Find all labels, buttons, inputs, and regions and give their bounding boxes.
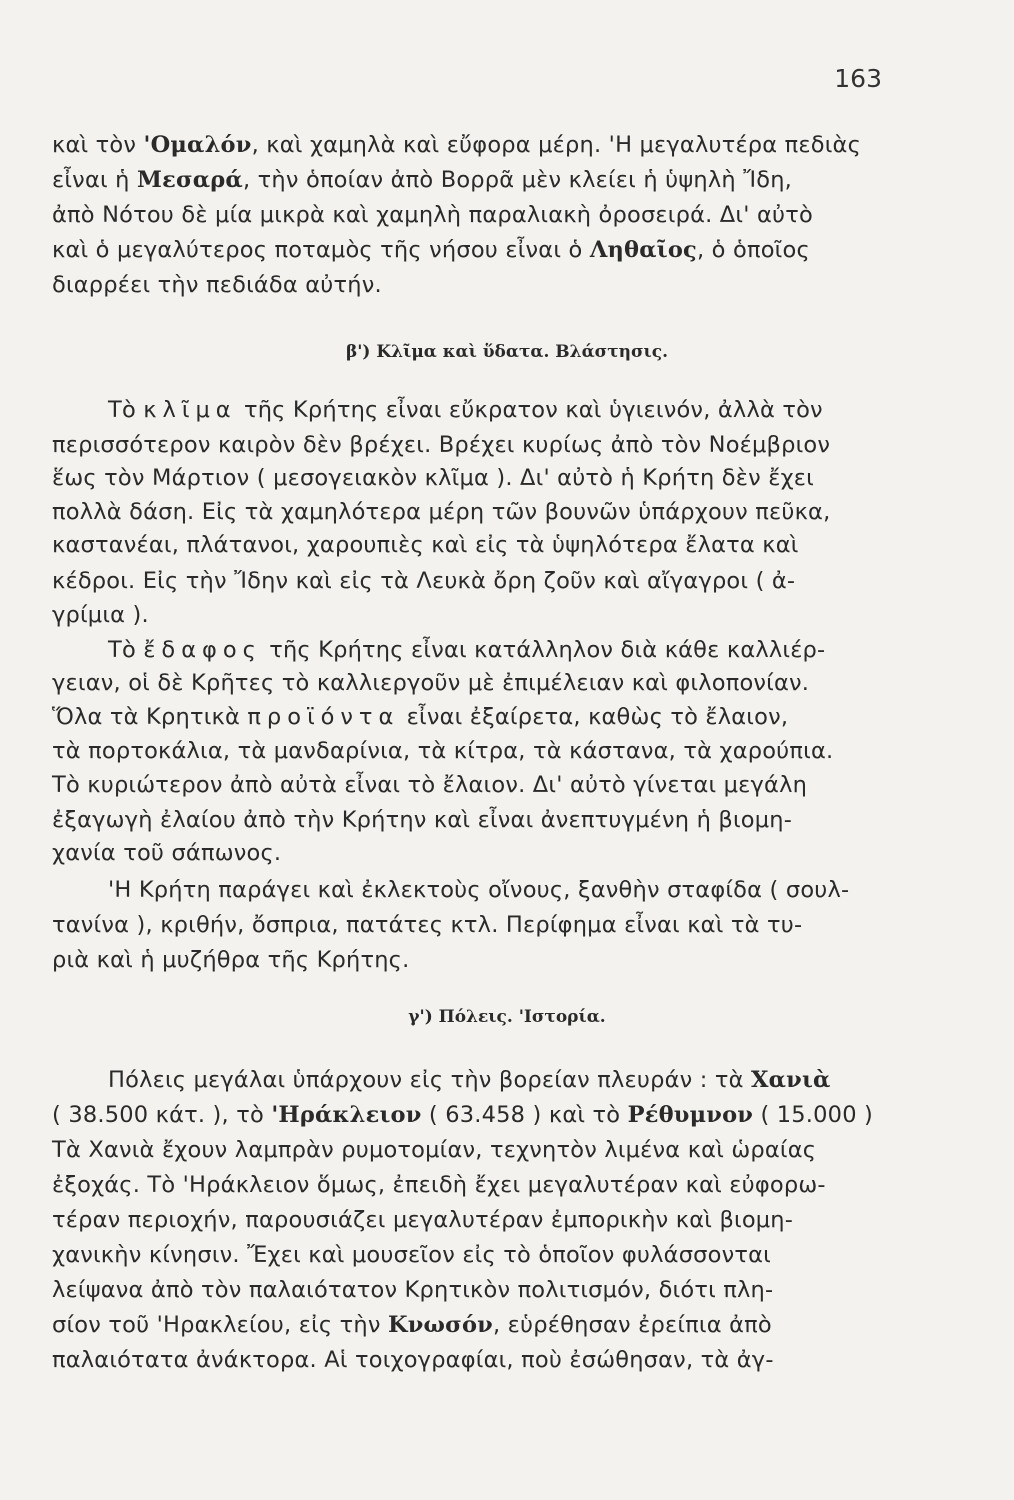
text-line xyxy=(52,702,892,732)
text-run: χανικὴν κίνησιν. Ἔχει καὶ μουσεῖον εἰς τὸ ὁποῖον φυλάσσονται xyxy=(52,1242,771,1268)
text-run: τῆς Κρήτης εἶναι κατάλληλον διὰ κάθε καλλιέρ- xyxy=(261,637,826,663)
text-run: τῆς Κρήτης εἶναι εὔκρατον καὶ ὑγιεινόν, ἀλλὰ τὸν xyxy=(236,397,823,423)
text-run: ( 63.458 ) καὶ τὸ xyxy=(421,1102,628,1128)
text-line xyxy=(52,770,892,800)
text-run: σίον τοῦ 'Ηρακλείου, εἰς τὴν xyxy=(52,1312,388,1338)
text-run: Τὸ xyxy=(108,397,144,423)
text-run: τανίνα ), κριθήν, ὄσπρια, πατάτες κτλ. Περίφημα εἶναι καὶ τὰ τυ- xyxy=(52,912,803,938)
text-line xyxy=(108,395,948,425)
text-run: , τὴν ὁποίαν ἀπὸ Βορρᾶ μὲν κλείει ἡ ὑψηλὴ Ἴδη, xyxy=(242,167,793,193)
text-line xyxy=(52,1205,892,1235)
text-run: Πόλεις μεγάλαι ὑπάρχουν εἰς τὴν βορείαν πλευράν : τὰ xyxy=(108,1067,751,1093)
text-run: παλαιότατα ἀνάκτορα. Αἱ τοιχογραφίαι, ποὺ ἐσώθησαν, τὰ ἀγ- xyxy=(52,1347,774,1373)
text-line xyxy=(52,600,892,630)
text-run: , εὑρέθησαν ἐρείπια ἀπὸ xyxy=(492,1312,772,1338)
text-run: , ὁ ὁποῖος xyxy=(696,237,810,263)
text-line xyxy=(52,1275,892,1305)
text-run: καστανέαι, πλάτανοι, χαρουπιὲς καὶ εἰς τὰ ὑψηλότερα ἔλατα καὶ xyxy=(52,532,799,558)
text-line xyxy=(52,1345,892,1375)
text-run: ( 15.000 ) xyxy=(753,1102,874,1128)
spaced-term: ἔδαφος xyxy=(143,637,262,663)
text-run: ριὰ καὶ ἡ μυζήθρα τῆς Κρήτης. xyxy=(52,947,410,973)
section-heading-cities: γ') Πόλεις. 'Ιστορία. xyxy=(408,1007,606,1027)
bold-term: 'Ηράκλειον xyxy=(271,1102,422,1128)
page-number: 163 xyxy=(834,64,882,93)
text-line xyxy=(52,1100,892,1130)
text-line xyxy=(52,235,892,265)
text-run: Τὸ xyxy=(108,637,144,663)
bold-term: 'Ομαλόν xyxy=(143,132,252,158)
bold-term: Χανιὰ xyxy=(750,1067,831,1093)
text-run: γειαν, οἱ δὲ Κρῆτες τὸ καλλιεργοῦν μὲ ἐπιμέλειαν καὶ φιλοπονίαν. xyxy=(52,670,810,696)
bold-term: Ρέθυμνον xyxy=(627,1102,754,1128)
text-run: καὶ ὁ μεγαλύτερος ποταμὸς τῆς νήσου εἶναι ὁ xyxy=(52,237,590,263)
text-run: γρίμια ). xyxy=(52,602,149,628)
text-run: ἀπὸ Νότου δὲ μία μικρὰ καὶ χαμηλὴ παραλιακὴ ὀροσειρά. Δι' αὐτὸ xyxy=(52,202,813,228)
text-line xyxy=(52,1310,892,1340)
text-run: ἐξοχάς. Τὸ 'Ηράκλειον ὅμως, ἐπειδὴ ἔχει μεγαλυτέραν καὶ εὐφορω- xyxy=(52,1172,826,1198)
text-line xyxy=(108,1065,948,1095)
bold-term: Μεσαρά xyxy=(136,167,243,193)
text-line xyxy=(52,1170,892,1200)
text-run: 'Η Κρήτη παράγει καὶ ἐκλεκτοὺς οἴνους, ξανθὴν σταφίδα ( σουλ- xyxy=(108,877,850,903)
text-line xyxy=(52,910,892,940)
text-line xyxy=(52,463,892,493)
text-run: Τὸ κυριώτερον ἀπὸ αὐτὰ εἶναι τὸ ἔλαιον. Δι' αὐτὸ γίνεται μεγάλη xyxy=(52,772,808,798)
text-run: τέραν περιοχήν, παρουσιάζει μεγαλυτέραν ἐμπορικὴν καὶ βιομη- xyxy=(52,1207,794,1233)
bold-term: Ληθαῖος xyxy=(589,237,697,263)
text-line xyxy=(108,875,948,905)
text-line xyxy=(52,270,892,300)
text-run: εἶναι ἡ xyxy=(52,167,137,193)
text-line xyxy=(52,430,892,460)
text-line xyxy=(52,497,892,527)
text-run: διαρρέει τὴν πεδιάδα αὐτήν. xyxy=(52,272,382,298)
text-line xyxy=(52,566,892,596)
text-line xyxy=(52,165,892,195)
text-line xyxy=(52,530,892,560)
text-run: Ὅλα τὰ Κρητικὰ xyxy=(52,704,248,730)
text-run: τὰ πορτοκάλια, τὰ μανδαρίνια, τὰ κίτρα, τὰ κάστανα, τὰ χαρούπια. xyxy=(52,738,834,764)
text-line xyxy=(52,945,892,975)
text-line xyxy=(52,1135,892,1165)
text-run: εἶναι ἐξαίρετα, καθὼς τὸ ἔλαιον, xyxy=(399,704,789,730)
text-line xyxy=(52,736,892,766)
text-run: πολλὰ δάση. Εἰς τὰ χαμηλότερα μέρη τῶν βουνῶν ὑπάρχουν πεῦκα, xyxy=(52,499,831,525)
text-line xyxy=(52,838,892,868)
text-run: Τὰ Χανιὰ ἔχουν λαμπρὰν ρυμοτομίαν, τεχνητὸν λιμένα καὶ ὡραίας xyxy=(52,1137,817,1163)
text-run: ἕως τὸν Μάρτιον ( μεσογειακὸν κλῖμα ). Δι' αὐτὸ ἡ Κρήτη δὲν ἔχει xyxy=(52,465,814,491)
text-line xyxy=(52,805,892,835)
bold-term: Κνωσόν xyxy=(387,1312,493,1338)
spaced-term: προϊόντα xyxy=(247,704,400,730)
text-run: λείψανα ἀπὸ τὸν παλαιότατον Κρητικὸν πολιτισμόν, διότι πλη- xyxy=(52,1277,774,1303)
section-heading-climate: β') Κλῖμα καὶ ὕδατα. Βλάστησις. xyxy=(345,342,669,362)
text-run: κέδροι. Εἰς τὴν Ἴδην καὶ εἰς τὰ Λευκὰ ὄρη ζοῦν καὶ αἴγαγροι ( ἀ- xyxy=(52,568,796,594)
text-run: , καὶ χαμηλὰ καὶ εὔφορα μέρη. 'Η μεγαλυτέρα πεδιὰς xyxy=(251,132,861,158)
spaced-term: κλῖμα xyxy=(143,397,237,423)
text-run: χανία τοῦ σάπωνος. xyxy=(52,840,282,866)
text-run: καὶ τὸν xyxy=(52,132,144,158)
text-run: περισσότερον καιρὸν δὲν βρέχει. Βρέχει κυρίως ἀπὸ τὸν Νοέμβριον xyxy=(52,432,831,458)
text-run: ἐξαγωγὴ ἐλαίου ἀπὸ τὴν Κρήτην καὶ εἶναι ἀνεπτυγμένη ἡ βιομη- xyxy=(52,807,793,833)
text-line xyxy=(52,668,892,698)
text-line xyxy=(108,635,948,665)
text-line xyxy=(52,200,892,230)
text-run: ( 38.500 κάτ. ), τὸ xyxy=(52,1102,272,1128)
text-line xyxy=(52,130,892,160)
text-line xyxy=(52,1240,892,1270)
